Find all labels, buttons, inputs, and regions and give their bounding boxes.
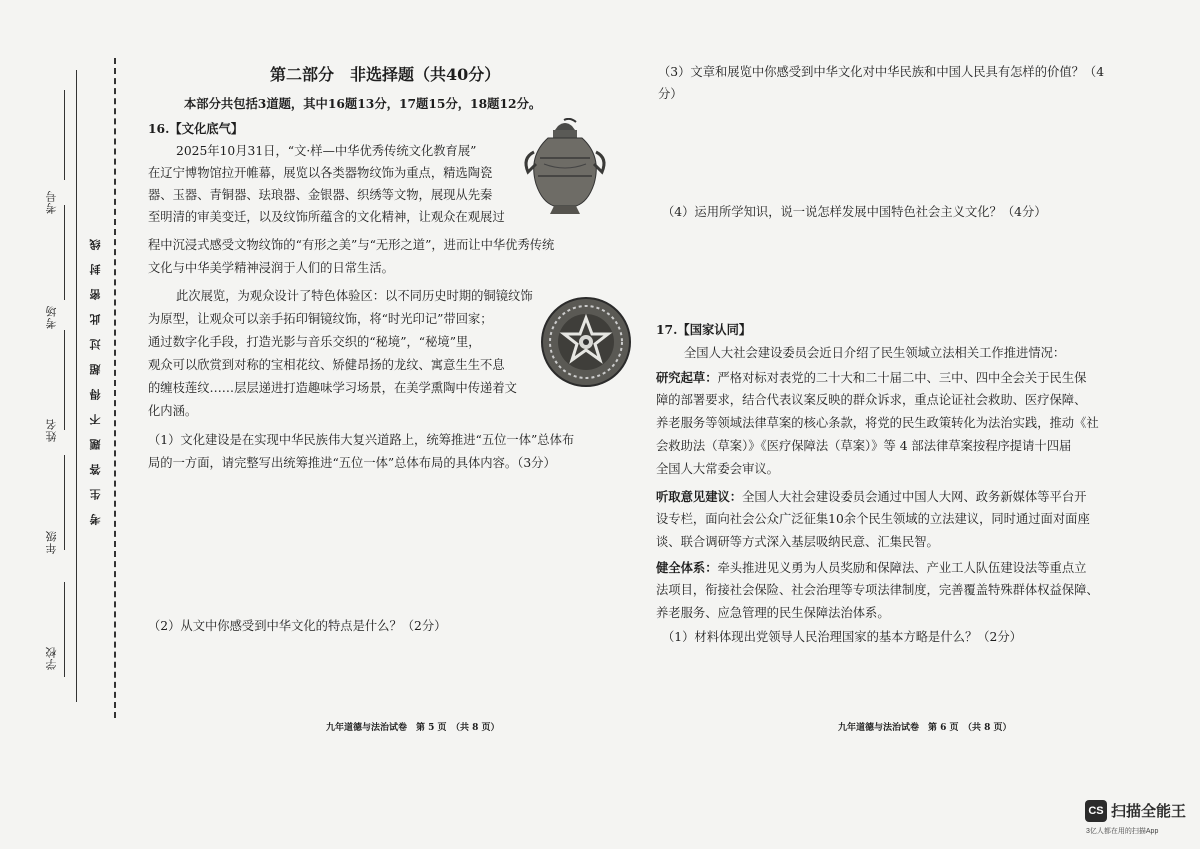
q16-p2-line: 通过数字化手段，打造光影与音乐交织的“秘境”，“秘境”里，	[148, 335, 481, 349]
grade-underline	[64, 455, 65, 550]
exam-room-underline	[64, 205, 65, 300]
q16-p2-line: 的缠枝莲纹……层层递进打造趣味学习场景，在美学熏陶中传递着文	[148, 381, 517, 395]
q16-sub1-line: （1）文化建设是在实现中华民族伟大复兴道路上，统筹推进“五位一体”总体布	[148, 433, 575, 447]
binding-solid-line	[76, 70, 77, 702]
q16-p2-line: 此次展览，为观众设计了特色体验区：以不同历史时期的铜镜纹饰	[176, 289, 533, 303]
exam-number-underline	[64, 90, 65, 180]
q17-p2-text: 全国人大社会建设委员会通过中国人大网、政务新媒体等平台开	[742, 490, 1087, 504]
q16-p2-line: 为原型，让观众可以亲手拓印铜镜纹饰，将“时光印记”带回家；	[148, 312, 493, 326]
exam-room-label: 考场	[45, 305, 58, 329]
q17-p1-line: 养老服务等领域法律草案的核心条款，将党的民生政策转化为法治实践，推动《社	[656, 416, 1099, 430]
q17-p1-line: 全国人大常委会审议。	[656, 462, 779, 476]
school-underline	[64, 582, 65, 677]
q16-p1-line: 2025年10月31日，“文·样—中华优秀传统文化教育展”	[176, 144, 477, 158]
camscanner-logo-icon: CS	[1085, 800, 1107, 822]
q17-p1-line	[656, 367, 1086, 390]
q17-p1-line: 会救助法（草案）》《医疗保障法（草案）》等 4 部法律草案按程序提请十四届	[656, 439, 1072, 453]
right-footer: 九年道德与法治试卷 第 6 页 （共 8 页）	[838, 723, 1012, 733]
q16-sub1-line: 局的一方面，请完整写出统筹推进“五位一体”总体布局的具体内容。（3分）	[148, 456, 556, 470]
exam-number-label: 考号	[45, 190, 58, 214]
q16-p1-line: 程中沉浸式感受文物纹饰的“有形之美”与“无形之道”，进而让中华优秀传统	[148, 238, 555, 252]
q17-p3-line: 法项目，衔接社会保险、社会治理等专项法律制度，完善覆盖特殊群体权益保障、	[656, 583, 1099, 597]
grade-label: 年级	[45, 530, 58, 554]
name-underline	[64, 330, 65, 430]
q16-p2-line: 化内涵。	[148, 404, 198, 418]
bronze-vessel-image	[520, 118, 610, 216]
q17-p3-line: 养老服务、应急管理的民生保障法治体系。	[656, 606, 890, 620]
q16-p2-line: 观众可以欣赏到对称的宝相花纹、矫健昂扬的龙纹、寓意生生不息	[148, 358, 505, 372]
q17-p2-line	[656, 486, 1086, 509]
q17-p3-line	[656, 557, 1086, 580]
q16-p1-line: 至明清的审美变迁，以及纹饰所蕴含的文化精神，让观众在观展过	[148, 210, 505, 224]
camscanner-name: 扫描全能王	[1111, 803, 1187, 820]
bronze-mirror-image	[540, 296, 632, 388]
q17-p2-label: 听取意见建议：	[656, 489, 743, 504]
q17-p3-text: 牵头推进见义勇为人员奖励和保障法、产业工人队伍建设法等重点立	[717, 561, 1087, 575]
q16-header: 16.【文化底气】	[148, 121, 244, 136]
q17-sub1: （1）材料体现出党领导人民治理国家的基本方略是什么？（2分）	[662, 630, 1022, 644]
q16-sub3-line: （3）文章和展览中你感受到中华文化对中华民族和中国人民具有怎样的价值？（4	[658, 65, 1105, 79]
name-label: 姓名	[45, 418, 58, 442]
q17-p2-line: 谈、联合调研等方式深入基层吸纳民意、汇集民智。	[656, 535, 939, 549]
q16-p1-line: 器、玉器、青铜器、珐琅器、金银器、织绣等文物，展现从先秦	[148, 188, 493, 202]
q16-sub4: （4）运用所学知识，说一说怎样发展中国特色社会主义文化？（4分）	[662, 205, 1047, 219]
q17-p1-line: 障的部署要求，结合代表议案反映的群众诉求，重点论证社会救助、医疗保障、	[656, 393, 1087, 407]
left-footer: 九年道德与法治试卷 第 5 页 （共 8 页）	[326, 723, 500, 733]
section-title: 第二部分 非选择题（共40分）	[270, 65, 501, 84]
q17-p2-line: 设专栏，面向社会公众广泛征集10余个民生领域的立法建议，同时通过面对面座	[656, 512, 1090, 526]
section-intro: 本部分共包括3道题，其中16题13分，17题15分，18题12分。	[184, 96, 542, 111]
q17-header: 17.【国家认同】	[656, 322, 752, 337]
school-label: 学校	[45, 646, 58, 670]
q16-p1-line: 在辽宁博物馆拉开帷幕，展览以各类器物纹饰为重点，精选陶瓷	[148, 166, 493, 180]
seal-line-text: 考生答题不得超过此密封线	[89, 225, 102, 525]
q17-p1-label: 研究起草：	[656, 370, 718, 385]
q17-p1-text: 严格对标对表党的二十大和二十届二中、三中、四中全会关于民生保	[717, 371, 1087, 385]
q16-sub3-line: 分）	[658, 87, 683, 101]
binding-dashed-line	[114, 58, 116, 718]
q17-intro: 全国人大社会建设委员会近日介绍了民生领域立法相关工作推进情况：	[684, 346, 1066, 360]
q16-sub2: （2）从文中你感受到中华文化的特点是什么？（2分）	[148, 619, 447, 633]
camscanner-tagline: 3亿人都在用的扫描App	[1086, 828, 1159, 835]
q17-p3-label: 健全体系：	[656, 560, 718, 575]
q16-p1-line: 文化与中华美学精神浸润于人们的日常生活。	[148, 261, 394, 275]
